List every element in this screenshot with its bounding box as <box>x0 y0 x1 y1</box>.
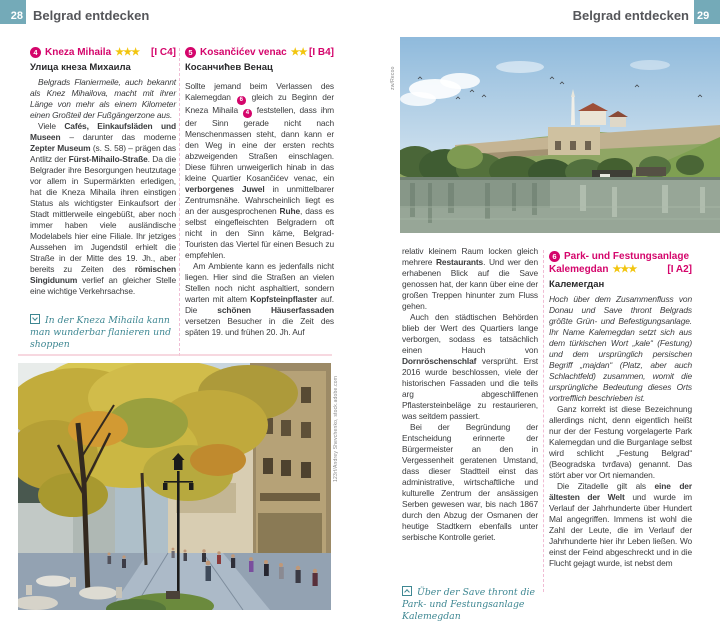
column-divider-right-page <box>543 250 544 592</box>
section-header-kalemegdan-line1 <box>549 250 692 263</box>
cyrillic-name: Улица кнеза Михаила <box>30 62 131 73</box>
photo-kneza-mihaila-street <box>18 363 331 610</box>
paragraph: Am Ambiente kann es jedenfalls nicht liegen. Hier sind die Straßen an vielen Stellen noch nicht asphaltiert, sondern warten mit altem Kopfsteinpflaster auf. Die schönen Häuserfassaden versetzen Besucher in die Zeit des späten 19. und frühen 20. Jh. Auf <box>185 260 334 337</box>
section-title: Kneza Mihaila <box>45 47 112 58</box>
page-number-left: 28 <box>10 10 23 22</box>
cyrillic-name: Калемегдан <box>549 279 605 290</box>
photo-above-icon <box>402 586 412 596</box>
caption-text: In der Kneza Mihaila kann man wunderbar flanieren und shoppen <box>30 315 172 350</box>
poi-number-badge: 6 <box>549 251 560 262</box>
column-kneza-mihaila <box>30 46 176 351</box>
paragraph: Hoch über dem Zusammenfluss von Donau und Save thront Belgrads größte Grün- und Befestigungsanlage. Ihr Name Kalemegdan setzt sich aus dem türkischen Wort „kale“ (Festung) und dem ursprünglich persischen Begriff „majdan“ (Platz, aber auch Schlachtfeld) zusammen, womit die ursprüngliche Bedeutung dieses Orts vortrefflich beschrieben ist. <box>549 294 692 403</box>
paragraph: Sollte jemand beim Verlassen des Kalemegdan 6 gleich zu Beginn der Kneza Mihaila 4 feststellen, dass ihm der Sinn gerade nicht nach Menschenmassen steht, dann kann er den Weg in eine der ersten rechts abzweigenden Straßen einschlagen. Diese führen unweigerlich hinab in das kleine Quartier Kosančićev venac, ein verborgenes Juwel in unmittelbarer Zentrumsnähe. Wahrscheinlich liegt es an der ausgesprochenen Ruhe, dass es selbst eingefleischten Belgradern oft nicht in den Sinn käme, Belgrad-Touristen das Viertel für einen Besuch zu empfehlen. <box>185 81 334 260</box>
map-reference: [I B4] <box>309 47 334 58</box>
rating-stars: ★★★ <box>115 47 140 58</box>
river-save <box>400 177 720 233</box>
page-number-box-left <box>0 0 26 24</box>
caption-text: Über der Save thront die Park- und Festungsanlage Kalemegdan <box>402 587 536 622</box>
rating-stars: ★★ <box>290 47 307 58</box>
page-number-box-right <box>694 0 720 24</box>
section-header-kneza-mihaila <box>30 46 176 59</box>
photo-kalemegdan-fortress <box>400 37 720 233</box>
section-title-line2: Kalemegdan <box>549 264 609 275</box>
photo-caption-left <box>30 313 176 351</box>
paragraph: Auch den städtischen Behörden blieb der Wert des Quartiers lange verborgen, sodass es tatsächlich einen Hauch von Dornröschenschlaf versprüht. Erst 2016 wurde beschlossen, viele der historischen Fassaden und die teils arg abgeschliffenen Pflastersteinbeläge zu restaurieren, was seitdem passiert. <box>402 312 538 421</box>
photo-credit-left: 123rf/Andrey Shevchenko, stock.adobe.com <box>333 375 339 482</box>
map-reference: [I A2] <box>667 264 692 275</box>
section-title: Kosančićev venac <box>200 47 287 58</box>
page-number-right: 29 <box>697 10 710 22</box>
paragraph: Die Zitadelle gilt als eine der ältesten der Welt und wurde im Verlauf der Jahrhunderte über Hundert Mal angegriffen. Immens ist wohl die Zahl der Leute, die im Verlauf der Jahrhunderte hier ihr Leben ließen. Wo einst der Feind abgeschreckt und in die Flucht gejagt wurde, ist nebst dem <box>549 481 693 568</box>
poi-number-badge: 4 <box>30 47 41 58</box>
section-header-kalemegdan-line2 <box>549 263 692 276</box>
page-header-title-left: Belgrad entdecken <box>33 8 150 23</box>
paragraph: Viele Cafés, Einkaufsläden und Museen – darunter das moderne Zepter Museum (s. S. 58) – prägen das Antlitz der Fürst-Mihailo-Straße. Da die Belgrader ihre Besorgungen heutzutage vor allem in Supermärkten erledigen, hat die Kneza Mihaila ihren einstigen Status als wichtigster Einkaufsort der Stadt mittlerweile eingebüßt, aber noch immer haben viele ausländische Modelabels hier eine Filiale. Ihr jetziges Aussehen im Jugendstil erhielt die Straße in der Mitte des 19. Jh., aber bereits zu Zeiten des römischen Singidunum verlief an gleicher Stelle eine wichtige Verkehrsachse. <box>30 121 176 296</box>
cyrillic-name: Косанчићев Венац <box>185 62 273 73</box>
poi-number-badge: 5 <box>185 47 196 58</box>
column-divider-left-page <box>179 48 180 356</box>
page-header-title-right: Belgrad entdecken <box>572 8 689 23</box>
paragraph: Belgrads Flaniermeile, auch bekannt als Knez Mihailova, macht mit ihrer Länge von mehr als einem Kilometer einen Großteil der Fußgängerzone aus. <box>30 77 176 120</box>
map-reference: [I C4] <box>151 47 176 58</box>
section-title-line1: Park- und Festungsanlage <box>564 251 690 262</box>
photo-credit-right: zw/Recoo <box>390 66 396 90</box>
column-kosancicev-venac <box>185 46 334 338</box>
decorative-rule <box>18 354 332 356</box>
section-header-kosancicev-venac <box>185 46 334 59</box>
rating-stars: ★★★ <box>612 264 637 275</box>
column-kalemegdan <box>549 250 692 569</box>
paragraph: Bei der Begründung der Entscheidung erinnerte der Bürgermeister an den in Vergessenheit geratenen Umstand, dass dieser Stadtteil einst das administrative, wirtschaftliche und kulturelle Zentrum der ansässigen Serben gewesen war, bis nach 1867 durch den Abzug der Osmanen der heutige Stadtkern ebenfalls unter serbische Kontrolle geriet. <box>402 422 538 542</box>
photo-below-icon <box>30 314 40 324</box>
paragraph: Ganz korrekt ist diese Bezeichnung allerdings nicht, denn eigentlich heißt nur der der Festung vorgelagerte Park Kalemegdan und die Burganlage selbst wird schlicht „Festung Belgrad“ (Beogradska tvrđava) genannt. Das stört aber vor Ort niemanden. <box>549 404 692 480</box>
paragraph: relativ kleinem Raum locken gleich mehrere Restaurants. Und wer den erhabenen Blick auf die Save genossen hat, der kann über eine der großen Treppen hinunter zum Fluss gehen. <box>402 246 538 311</box>
column-kosancicev-continued <box>402 246 538 623</box>
photo-caption-right <box>402 585 538 623</box>
